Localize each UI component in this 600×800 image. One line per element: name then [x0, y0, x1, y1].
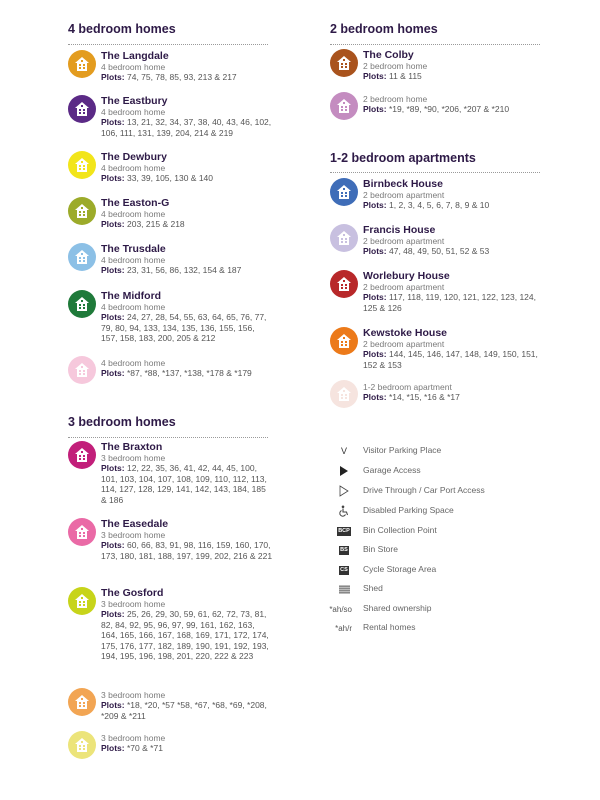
house-glyph	[336, 55, 352, 71]
home-type-text	[363, 49, 540, 82]
plot-numbers: 144, 145, 146, 147, 148, 149, 150, 151, 152 & 153	[363, 349, 538, 370]
house-glyph	[336, 333, 352, 349]
home-name: Kewstoke House	[363, 327, 448, 339]
home-type: 2 bedroom home	[363, 61, 428, 71]
home-type: 3 bedroom home	[101, 733, 166, 743]
home-type-text	[363, 178, 540, 211]
home-type-text	[101, 243, 273, 276]
plots-label: Plots:	[101, 219, 125, 229]
home-type-text	[101, 95, 273, 138]
plots-list	[101, 743, 273, 754]
home-name: The Easton-G	[101, 197, 170, 209]
plots-list	[101, 265, 273, 276]
plots-list	[363, 292, 540, 313]
plots-list	[101, 700, 273, 721]
home-name: The Easedale	[101, 518, 169, 530]
wheelchair-icon	[330, 504, 358, 518]
plots-label: Plots:	[101, 72, 125, 82]
house-icon	[68, 243, 96, 271]
plots-label: Plots:	[101, 463, 125, 473]
home-type: 4 bedroom home	[101, 209, 166, 219]
house-glyph	[336, 386, 352, 402]
legend-label: Visitor Parking Place	[363, 445, 442, 455]
house-icon	[330, 270, 358, 298]
house-glyph	[74, 249, 90, 265]
legend-row	[330, 504, 550, 518]
home-name: The Eastbury	[101, 95, 168, 107]
legend-symbol-text: *ah/so	[329, 604, 352, 614]
house-glyph	[74, 296, 90, 312]
plot-numbers: 11 & 115	[389, 71, 422, 81]
home-name: The Colby	[363, 49, 414, 61]
plots-label: Plots:	[101, 173, 125, 183]
home-name: The Midford	[101, 290, 162, 302]
house-glyph	[336, 98, 352, 114]
plot-numbers: 117, 118, 119, 120, 121, 122, 123, 124, 125 & 126	[363, 292, 536, 313]
house-icon	[330, 380, 358, 408]
plot-numbers: *18, *20, *57 *58, *67, *68, *69, *208, *209 & *211	[101, 700, 267, 721]
house-icon	[330, 92, 358, 120]
legend-row	[330, 563, 550, 577]
cycle-storage-icon	[330, 563, 358, 577]
legend-label: Rental homes	[363, 622, 416, 632]
plots-label: Plots:	[101, 700, 125, 710]
section-divider	[330, 172, 540, 173]
plots-list	[363, 246, 540, 257]
legend-row	[330, 621, 550, 635]
house-icon	[68, 95, 96, 123]
plots-label: Plots:	[101, 368, 125, 378]
section-title-2-bedroom: 2 bedroom homes	[330, 22, 438, 36]
section-divider	[330, 44, 540, 45]
house-glyph	[74, 524, 90, 540]
plot-numbers: 47, 48, 49, 50, 51, 52 & 53	[389, 246, 490, 256]
plots-list	[101, 609, 273, 662]
home-type-text	[101, 197, 273, 230]
house-glyph	[336, 276, 352, 292]
house-glyph	[74, 593, 90, 609]
home-type-text	[101, 358, 273, 379]
house-glyph	[74, 203, 90, 219]
plots-list	[101, 173, 273, 184]
home-type-text	[363, 224, 540, 257]
plots-label: Plots:	[363, 71, 387, 81]
house-icon	[330, 49, 358, 77]
home-type: 4 bedroom home	[101, 163, 166, 173]
section-divider	[68, 437, 268, 438]
section-divider	[68, 44, 268, 45]
plots-label: Plots:	[363, 292, 387, 302]
house-glyph	[336, 230, 352, 246]
drive-through-icon	[330, 484, 358, 498]
plots-label: Plots:	[101, 312, 125, 322]
legend-row	[330, 582, 550, 596]
plots-list	[363, 200, 540, 211]
plot-numbers: *70 & *71	[127, 743, 163, 753]
house-icon	[68, 441, 96, 469]
bin-collection-icon	[330, 524, 358, 538]
house-icon	[68, 731, 96, 759]
plot-numbers: 24, 27, 28, 54, 55, 63, 64, 65, 76, 77, 79, 80, 94, 133, 134, 135, 136, 155, 156, 157, 158, 183, 200, 205 & 212	[101, 312, 267, 343]
home-type-text	[101, 50, 273, 83]
house-glyph	[74, 101, 90, 117]
house-icon	[68, 587, 96, 615]
plot-numbers: *87, *88, *137, *138, *178 & *179	[127, 368, 252, 378]
home-type: 2 bedroom apartment	[363, 190, 445, 200]
section-title-apartments: 1-2 bedroom apartments	[330, 151, 476, 165]
home-type: 2 bedroom apartment	[363, 339, 445, 349]
house-icon	[68, 290, 96, 318]
plots-list	[101, 312, 273, 344]
home-type-text	[101, 518, 273, 561]
home-type: 2 bedroom apartment	[363, 282, 445, 292]
section-title-3-bedroom: 3 bedroom homes	[68, 415, 176, 429]
legend-row	[330, 444, 550, 458]
home-type-text	[363, 94, 540, 115]
house-glyph	[74, 694, 90, 710]
home-type-text	[101, 733, 273, 754]
plot-numbers: 13, 21, 32, 34, 37, 38, 40, 43, 46, 102, 106, 111, 131, 139, 204, 214 & 219	[101, 117, 272, 138]
bin-store-icon	[330, 543, 358, 557]
home-name: The Langdale	[101, 50, 169, 62]
home-type-text	[101, 587, 273, 662]
legend-label: Shed	[363, 583, 383, 593]
plots-list	[101, 463, 273, 505]
home-type-text	[101, 151, 273, 184]
home-name: The Gosford	[101, 587, 164, 599]
house-icon	[68, 197, 96, 225]
home-type: 4 bedroom home	[101, 107, 166, 117]
home-type-text	[101, 441, 273, 505]
plots-list	[363, 349, 540, 370]
plots-label: Plots:	[101, 609, 125, 619]
home-type-text	[363, 327, 540, 370]
plot-numbers: *19, *89, *90, *206, *207 & *210	[389, 104, 510, 114]
legend-label: Disabled Parking Space	[363, 505, 454, 515]
plots-label: Plots:	[101, 743, 125, 753]
section-title-4-bedroom: 4 bedroom homes	[68, 22, 176, 36]
home-type: 2 bedroom home	[363, 94, 428, 104]
legend-row	[330, 602, 550, 616]
home-type: 2 bedroom apartment	[363, 236, 445, 246]
house-glyph	[336, 184, 352, 200]
home-name: The Braxton	[101, 441, 163, 453]
house-icon	[330, 224, 358, 252]
plot-numbers: 74, 75, 78, 85, 93, 213 & 217	[127, 72, 237, 82]
visitor-parking-icon	[330, 444, 358, 458]
house-icon	[330, 178, 358, 206]
home-type: 3 bedroom home	[101, 690, 166, 700]
legend-label: Drive Through / Car Port Access	[363, 485, 485, 495]
plots-list	[101, 368, 273, 379]
garage-access-icon	[330, 464, 358, 478]
plot-numbers: 25, 26, 29, 30, 59, 61, 62, 72, 73, 81, 82, 84, 92, 95, 96, 97, 99, 161, 162, 163, 164, 165, 166, 167, 168, 169, 171, 172, 174, 175, 176, 177, 182, 189, 190, 191, 192, 193, 194, 195, 196, 198, 201, 220, 222 & 223	[101, 609, 269, 661]
house-icon	[68, 151, 96, 179]
home-type: 3 bedroom home	[101, 530, 166, 540]
house-glyph	[74, 362, 90, 378]
home-type: 4 bedroom home	[101, 302, 166, 312]
home-name: Francis House	[363, 224, 436, 236]
plots-label: Plots:	[101, 265, 125, 275]
plot-numbers: 1, 2, 3, 4, 5, 6, 7, 8, 9 & 10	[389, 200, 490, 210]
legend-row	[330, 543, 550, 557]
plots-label: Plots:	[363, 246, 387, 256]
home-type: 1-2 bedroom apartment	[363, 382, 452, 392]
legend-label: Shared ownership	[363, 603, 432, 613]
home-type: 4 bedroom home	[101, 255, 166, 265]
house-glyph	[74, 447, 90, 463]
house-glyph	[74, 157, 90, 173]
home-type: 4 bedroom home	[101, 62, 166, 72]
shared-ownership-marker	[324, 602, 352, 616]
plots-list	[363, 104, 540, 115]
plot-numbers: 23, 31, 56, 86, 132, 154 & 187	[127, 265, 242, 275]
plots-list	[363, 71, 540, 82]
plot-numbers: *14, *15, *16 & *17	[389, 392, 460, 402]
plots-list	[101, 540, 273, 561]
house-icon	[68, 50, 96, 78]
home-name: The Trusdale	[101, 243, 166, 255]
house-icon	[330, 327, 358, 355]
plots-list	[363, 392, 540, 403]
legend-label: Bin Collection Point	[363, 525, 437, 535]
legend-row	[330, 464, 550, 478]
home-name: Birnbeck House	[363, 178, 443, 190]
legend-symbol-text: CS	[340, 566, 348, 573]
home-name: Worlebury House	[363, 270, 450, 282]
home-type-text	[363, 382, 540, 403]
plot-numbers: 203, 215 & 218	[127, 219, 185, 229]
plots-label: Plots:	[363, 200, 387, 210]
plots-label: Plots:	[101, 117, 125, 127]
home-type-text	[363, 270, 540, 313]
plot-numbers: 33, 39, 105, 130 & 140	[127, 173, 214, 183]
legend-symbol-text: BS	[340, 546, 348, 553]
plots-label: Plots:	[101, 540, 125, 550]
plots-label: Plots:	[363, 104, 387, 114]
home-name: The Dewbury	[101, 151, 167, 163]
legend-label: Bin Store	[363, 544, 398, 554]
legend-symbol-text: *ah/r	[335, 623, 352, 633]
shed-icon	[330, 582, 358, 596]
home-type: 4 bedroom home	[101, 358, 166, 368]
house-icon	[68, 356, 96, 384]
house-glyph	[74, 737, 90, 753]
home-type: 3 bedroom home	[101, 453, 166, 463]
plots-list	[101, 72, 273, 83]
home-type: 3 bedroom home	[101, 599, 166, 609]
house-icon	[68, 688, 96, 716]
rental-homes-marker	[324, 621, 352, 635]
legend-label: Garage Access	[363, 465, 421, 475]
house-glyph	[74, 56, 90, 72]
plots-label: Plots:	[363, 392, 387, 402]
legend-row	[330, 524, 550, 538]
house-icon	[68, 518, 96, 546]
home-type-text	[101, 290, 273, 344]
home-type-text	[101, 690, 273, 721]
plot-numbers: 12, 22, 35, 36, 41, 42, 44, 45, 100, 101, 103, 104, 107, 108, 109, 110, 112, 113, 114, 127, 128, 129, 141, 142, 143, 184, 185 & 186	[101, 463, 267, 505]
legend-symbol-text: BCP	[338, 527, 350, 534]
plots-list	[101, 117, 273, 138]
legend-label: Cycle Storage Area	[363, 564, 437, 574]
plots-list	[101, 219, 273, 230]
plot-numbers: 60, 66, 83, 91, 98, 116, 159, 160, 170, 173, 180, 181, 188, 197, 199, 202, 216 & 221	[101, 540, 273, 561]
legend-symbol-text: V	[340, 446, 347, 456]
plots-label: Plots:	[363, 349, 387, 359]
legend-row	[330, 484, 550, 498]
